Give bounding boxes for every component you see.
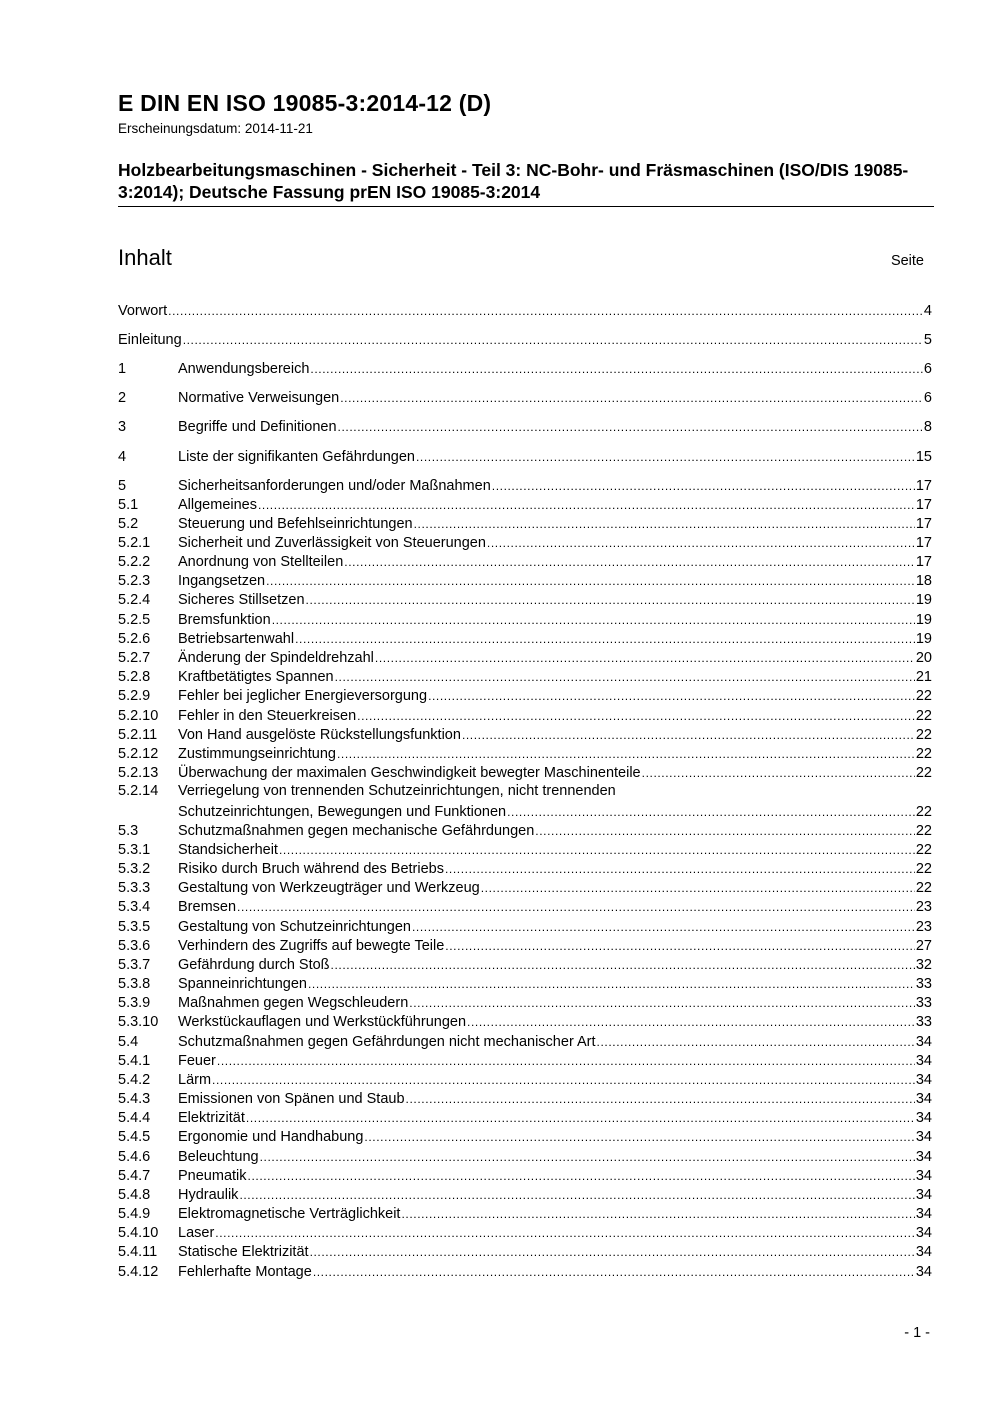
toc-entry-page: 22	[915, 746, 932, 762]
toc-leader-dots	[237, 899, 915, 916]
toc-leader-dots	[258, 497, 915, 514]
toc-entry-page: 34	[915, 1206, 932, 1222]
toc-leader-dots	[507, 804, 915, 821]
toc-leader-dots	[597, 1034, 915, 1051]
toc-entry-number: 5.4.11	[118, 1244, 158, 1260]
toc-entry-number: 5.3.5	[118, 919, 151, 935]
toc-entry-title: Hydraulik	[178, 1187, 239, 1203]
toc-entry-page: 6	[923, 361, 932, 377]
toc-entry-number: 5.3.1	[118, 842, 151, 858]
toc-entry-title: Schutzmaßnahmen gegen Gefährdungen nicht mechanischer Art	[178, 1034, 596, 1050]
toc-leader-dots	[344, 554, 915, 571]
toc-entry-page: 17	[915, 478, 932, 494]
toc-leader-dots	[338, 419, 923, 436]
toc-entry-page: 15	[915, 449, 932, 465]
toc-leader-dots	[217, 1053, 915, 1070]
publication-date: Erscheinungsdatum: 2014-11-21	[118, 121, 313, 136]
toc-entry[interactable]	[118, 706, 932, 725]
toc-page-column-label: Seite	[890, 253, 924, 269]
toc-entry-title: Fehlerhafte Montage	[178, 1264, 312, 1280]
toc-entry-page: 19	[915, 631, 932, 647]
toc-entry-page: 34	[915, 1110, 932, 1126]
toc-entry-number: 5.4.9	[118, 1206, 151, 1222]
toc-entry-page: 22	[915, 880, 932, 896]
toc-entry[interactable]	[118, 917, 932, 936]
toc-entry[interactable]	[118, 859, 932, 878]
toc-leader-dots	[260, 1149, 915, 1166]
toc-entry[interactable]	[118, 514, 932, 533]
toc-entry-page: 22	[915, 708, 932, 724]
toc-leader-dots	[357, 708, 915, 725]
toc-entry[interactable]	[118, 1051, 932, 1070]
toc-entry[interactable]	[118, 648, 932, 667]
document-subtitle: Holzbearbeitungsmaschinen - Sicherheit - Teil 3: NC-Bohr- und Fräsmaschinen (ISO/DIS 19085-3:2014); Deutsche Fassung prEN ISO 19085-3:2014	[118, 160, 909, 202]
toc-entry-title: Bremsfunktion	[178, 612, 271, 628]
toc-entry-number: 1	[118, 361, 127, 377]
toc-entry-page: 19	[915, 592, 932, 608]
toc-entry-number: 5.3	[118, 823, 139, 839]
toc-entry[interactable]	[118, 1166, 932, 1185]
toc-entry-title: Überwachung der maximalen Geschwindigkeit bewegter Maschinenteile	[178, 765, 641, 781]
toc-entry-title: Spanneinrichtungen	[178, 976, 307, 992]
toc-entry-title: Gestaltung von Werkzeugträger und Werkzeug	[178, 880, 480, 896]
toc-entry-title: Anwendungsbereich	[178, 361, 310, 377]
toc-entry-number: 5.1	[118, 497, 139, 513]
toc-leader-dots	[462, 727, 915, 744]
toc-entry-number: 4	[118, 449, 127, 465]
toc-entry[interactable]	[118, 897, 932, 916]
toc-entry-page: 22	[915, 842, 932, 858]
toc-entry-page: 22	[915, 765, 932, 781]
toc-entry-page: 34	[915, 1225, 932, 1241]
toc-leader-dots	[409, 995, 915, 1012]
toc-entry[interactable]	[118, 1204, 932, 1223]
toc-leader-dots	[295, 631, 915, 648]
toc-entry[interactable]	[118, 1262, 932, 1281]
toc-entry-number: 2	[118, 390, 127, 406]
toc-leader-dots	[310, 361, 923, 378]
header-divider	[118, 206, 934, 207]
toc-entry-page: 34	[915, 1034, 932, 1050]
toc-entry-title: Allgemeines	[178, 497, 257, 513]
toc-entry-title: Ingangsetzen	[178, 573, 266, 589]
toc-leader-dots	[266, 573, 915, 590]
toc-entry-title: Normative Verweisungen	[178, 390, 340, 406]
toc-leader-dots	[212, 1072, 915, 1089]
toc-entry-title: Gestaltung von Schutzeinrichtungen	[178, 919, 411, 935]
toc-entry-number: 5.4.7	[118, 1168, 151, 1184]
toc-entry-number: 5.2.2	[118, 554, 151, 570]
toc-entry[interactable]	[118, 955, 932, 974]
toc-entry-page: 17	[915, 535, 932, 551]
toc-leader-dots	[406, 1091, 915, 1108]
toc-entry-title: Vorwort	[118, 303, 168, 319]
toc-entry-page: 19	[915, 612, 932, 628]
toc-leader-dots	[401, 1206, 914, 1223]
toc-entry-title: Sicherheitsanforderungen und/oder Maßnahmen	[178, 478, 491, 494]
toc-entry-page: 17	[915, 516, 932, 532]
toc-leader-dots	[279, 842, 915, 859]
toc-entry-page: 33	[915, 1014, 932, 1030]
toc-entry-title: Steuerung und Befehlseinrichtungen	[178, 516, 413, 532]
toc-entry-title: Einleitung	[118, 332, 182, 348]
toc-entry-number: 3	[118, 419, 127, 435]
toc-entry-title: Emissionen von Spänen und Staub	[178, 1091, 405, 1107]
toc-entry[interactable]	[118, 629, 932, 648]
toc-leader-dots	[467, 1014, 915, 1031]
toc-entry-title: Anordnung von Stellteilen	[178, 554, 344, 570]
toc-entry[interactable]	[118, 1012, 932, 1031]
toc-entry[interactable]	[118, 667, 932, 686]
toc-entry[interactable]	[118, 571, 932, 590]
toc-entry-page: 34	[915, 1091, 932, 1107]
toc-entry-number: 5.2.6	[118, 631, 151, 647]
toc-entry[interactable]	[118, 476, 932, 495]
toc-entry-number: 5.2.11	[118, 727, 158, 743]
toc-entry-title: Maßnahmen gegen Wegschleudern	[178, 995, 409, 1011]
toc-entry-title: Zustimmungseinrichtung	[178, 746, 336, 762]
toc-entry[interactable]	[118, 878, 932, 897]
toc-leader-dots	[487, 535, 915, 552]
toc-entry-page: 23	[915, 919, 932, 935]
toc-leader-dots	[412, 919, 915, 936]
toc-leader-dots	[313, 1264, 915, 1281]
toc-entry-number: 5.4.4	[118, 1110, 151, 1126]
toc-entry-title: Lärm	[178, 1072, 212, 1088]
toc-entry-number: 5.2.14	[118, 783, 159, 799]
toc-entry-page: 22	[915, 823, 932, 839]
toc-entry[interactable]	[118, 1108, 932, 1127]
toc-leader-dots	[308, 976, 915, 993]
toc-entry[interactable]	[118, 359, 932, 378]
toc-leader-dots	[642, 765, 915, 782]
toc-entry-title: Elektrizität	[178, 1110, 245, 1126]
toc-entry-number: 5.2.9	[118, 688, 151, 704]
toc-entry-number: 5.2	[118, 516, 139, 532]
toc-entry-page: 21	[915, 669, 932, 685]
toc-entry-number: 5.3.6	[118, 938, 151, 954]
toc-entry-number: 5.3.10	[118, 1014, 159, 1030]
toc-entry-number: 5.2.1	[118, 535, 151, 551]
toc-entry-page: 20	[915, 650, 932, 666]
toc-entry-number: 5	[118, 478, 127, 494]
toc-entry-number: 5.3.9	[118, 995, 151, 1011]
toc-entry-page: 22	[915, 688, 932, 704]
toc-entry-title: Pneumatik	[178, 1168, 247, 1184]
toc-entry-number: 5.4.6	[118, 1149, 151, 1165]
toc-entry-number: 5.2.8	[118, 669, 151, 685]
toc-entry[interactable]	[118, 1032, 932, 1051]
toc-entry-number: 5.4.12	[118, 1264, 159, 1280]
toc-entry-title: Sicheres Stillsetzen	[178, 592, 305, 608]
toc-leader-dots	[246, 1110, 915, 1127]
toc-entry-title: Sicherheit und Zuverlässigkeit von Steuerungen	[178, 535, 486, 551]
toc-leader-dots	[375, 650, 915, 667]
toc-entry-title: Von Hand ausgelöste Rückstellungsfunktion	[178, 727, 461, 743]
toc-entry-number: 5.3.4	[118, 899, 151, 915]
toc-entry-number: 5.2.10	[118, 708, 159, 724]
toc-entry-page: 23	[915, 899, 932, 915]
toc-entry[interactable]	[118, 744, 932, 763]
toc-entry-page: 27	[915, 938, 932, 954]
toc-entry-title: Bremsen	[178, 899, 237, 915]
toc-leader-dots	[183, 332, 923, 349]
toc-entry[interactable]	[118, 993, 932, 1012]
toc-entry-page: 34	[915, 1264, 932, 1280]
toc-entry-page: 34	[915, 1168, 932, 1184]
toc-entry-number: 5.3.3	[118, 880, 151, 896]
toc-entry[interactable]	[118, 725, 932, 744]
toc-entry-title: Verhindern des Zugriffs auf bewegte Teile	[178, 938, 445, 954]
toc-entry[interactable]	[118, 301, 932, 320]
toc-entry-title: Ergonomie und Handhabung	[178, 1129, 364, 1145]
toc-leader-dots	[248, 1168, 915, 1185]
toc-entry-number: 5.4.5	[118, 1129, 151, 1145]
toc-entry-page: 5	[923, 332, 932, 348]
toc-entry-title: Fehler in den Steuerkreisen	[178, 708, 357, 724]
toc-leader-dots	[445, 938, 915, 955]
toc-leader-dots	[492, 478, 915, 495]
toc-entry[interactable]	[118, 417, 932, 436]
toc-entry-title: Standsicherheit	[178, 842, 278, 858]
toc-entry-title: Elektromagnetische Verträglichkeit	[178, 1206, 401, 1222]
toc-entry-title: Schutzeinrichtungen, Bewegungen und Funktionen	[178, 804, 507, 820]
toc-entry[interactable]	[118, 1089, 932, 1108]
toc-entry-title: Gefährdung durch Stoß	[178, 957, 330, 973]
toc-entry-title: Statische Elektrizität	[178, 1244, 309, 1260]
toc-entry-title: Liste der signifikanten Gefährdungen	[178, 449, 415, 465]
toc-entry-title: Schutzmaßnahmen gegen mechanische Gefährdungen	[178, 823, 535, 839]
toc-entry-page: 34	[915, 1187, 932, 1203]
toc-entry-page: 32	[915, 957, 932, 973]
toc-entry[interactable]	[118, 1223, 932, 1242]
toc-leader-dots	[445, 861, 915, 878]
toc-entry-title: Werkstückauflagen und Werkstückführungen	[178, 1014, 467, 1030]
toc-entry-number: 5.3.2	[118, 861, 151, 877]
toc-entry-page: 34	[915, 1149, 932, 1165]
toc-heading: Inhalt	[118, 245, 172, 270]
toc-entry-page: 34	[915, 1129, 932, 1145]
toc-entry[interactable]	[118, 495, 932, 514]
toc-entry-number: 5.2.13	[118, 765, 159, 781]
toc-entry[interactable]	[118, 590, 932, 609]
toc-entry-title: Beleuchtung	[178, 1149, 259, 1165]
toc-entry-number: 5.4.1	[118, 1053, 151, 1069]
toc-entry-page: 22	[915, 861, 932, 877]
toc-entry[interactable]	[118, 533, 932, 552]
toc-entry-page: 4	[923, 303, 932, 319]
toc-entry-number: 5.2.4	[118, 592, 151, 608]
toc-entry-title: Kraftbetätigtes Spannen	[178, 669, 334, 685]
toc-leader-dots	[310, 1244, 915, 1261]
toc-entry-page: 22	[915, 804, 932, 820]
toc-entry[interactable]	[118, 1242, 932, 1261]
toc-leader-dots	[168, 303, 923, 320]
toc-entry-title: Betriebsartenwahl	[178, 631, 295, 647]
toc-leader-dots	[364, 1129, 914, 1146]
toc-leader-dots	[535, 823, 915, 840]
toc-entry-title: Begriffe und Definitionen	[178, 419, 337, 435]
toc-leader-dots	[331, 957, 915, 974]
toc-leader-dots	[272, 612, 915, 629]
toc-leader-dots	[215, 1225, 915, 1242]
toc-entry-number: 5.4.10	[118, 1225, 159, 1241]
toc-entry[interactable]	[118, 610, 932, 629]
toc-leader-dots	[335, 669, 915, 686]
toc-entry[interactable]	[118, 552, 932, 571]
toc-entry-title: Fehler bei jeglicher Energieversorgung	[178, 688, 428, 704]
toc-entry[interactable]	[118, 1127, 932, 1146]
toc-entry[interactable]	[118, 1070, 932, 1089]
toc-entry[interactable]	[118, 330, 932, 349]
toc-leader-dots	[428, 688, 915, 705]
toc-entry[interactable]	[118, 821, 932, 840]
toc-entry-page: 8	[923, 419, 932, 435]
toc-entry-page: 6	[923, 390, 932, 406]
toc-entry-number: 5.2.5	[118, 612, 151, 628]
toc-entry[interactable]	[118, 763, 932, 782]
toc-entry[interactable]	[118, 936, 932, 955]
toc-entry-page: 17	[915, 554, 932, 570]
toc-leader-dots	[337, 746, 915, 763]
toc-leader-dots	[481, 880, 915, 897]
toc-entry[interactable]	[118, 447, 932, 466]
toc-entry-page: 18	[915, 573, 932, 589]
toc-entry-number: 5.4	[118, 1034, 139, 1050]
page-number: - 1 -	[904, 1325, 930, 1341]
toc-entry-page: 33	[915, 995, 932, 1011]
toc-leader-dots	[340, 390, 923, 407]
toc-leader-dots	[239, 1187, 914, 1204]
toc-entry[interactable]	[118, 1185, 932, 1204]
toc-entry-number: 5.4.2	[118, 1072, 151, 1088]
toc-leader-dots	[306, 592, 915, 609]
toc-entry-number: 5.2.3	[118, 573, 151, 589]
toc-entry-page: 22	[915, 727, 932, 743]
toc-entry-number: 5.3.7	[118, 957, 151, 973]
toc-entry-title: Risiko durch Bruch während des Betriebs	[178, 861, 444, 877]
toc-entry[interactable]	[118, 840, 932, 859]
toc-entry-title: Feuer	[178, 1053, 216, 1069]
toc-entry-number: 5.2.12	[118, 746, 159, 762]
toc-entry-page: 17	[915, 497, 932, 513]
toc-entry-number: 5.4.3	[118, 1091, 151, 1107]
toc-entry-page: 33	[915, 976, 932, 992]
toc-entry-number: 5.2.7	[118, 650, 151, 666]
toc-entry-title-line1: Verriegelung von trennenden Schutzeinrichtungen, nicht trennenden	[178, 783, 616, 799]
toc-entry[interactable]	[118, 974, 932, 993]
toc-entry-title: Änderung der Spindeldrehzahl	[178, 650, 374, 666]
document-title: E DIN EN ISO 19085-3:2014-12 (D)	[118, 90, 492, 116]
toc-entry[interactable]	[118, 1147, 932, 1166]
toc-entry-number: 5.4.8	[118, 1187, 151, 1203]
toc-leader-dots	[416, 449, 915, 466]
toc-entry-number: 5.3.8	[118, 976, 151, 992]
toc-entry-page: 34	[915, 1053, 932, 1069]
toc-entry[interactable]	[118, 686, 932, 705]
toc-entry-page: 34	[915, 1244, 932, 1260]
toc-entry-title: Laser	[178, 1225, 215, 1241]
toc-leader-dots	[414, 516, 915, 533]
toc-entry[interactable]	[118, 388, 932, 407]
toc-entry-page: 34	[915, 1072, 932, 1088]
